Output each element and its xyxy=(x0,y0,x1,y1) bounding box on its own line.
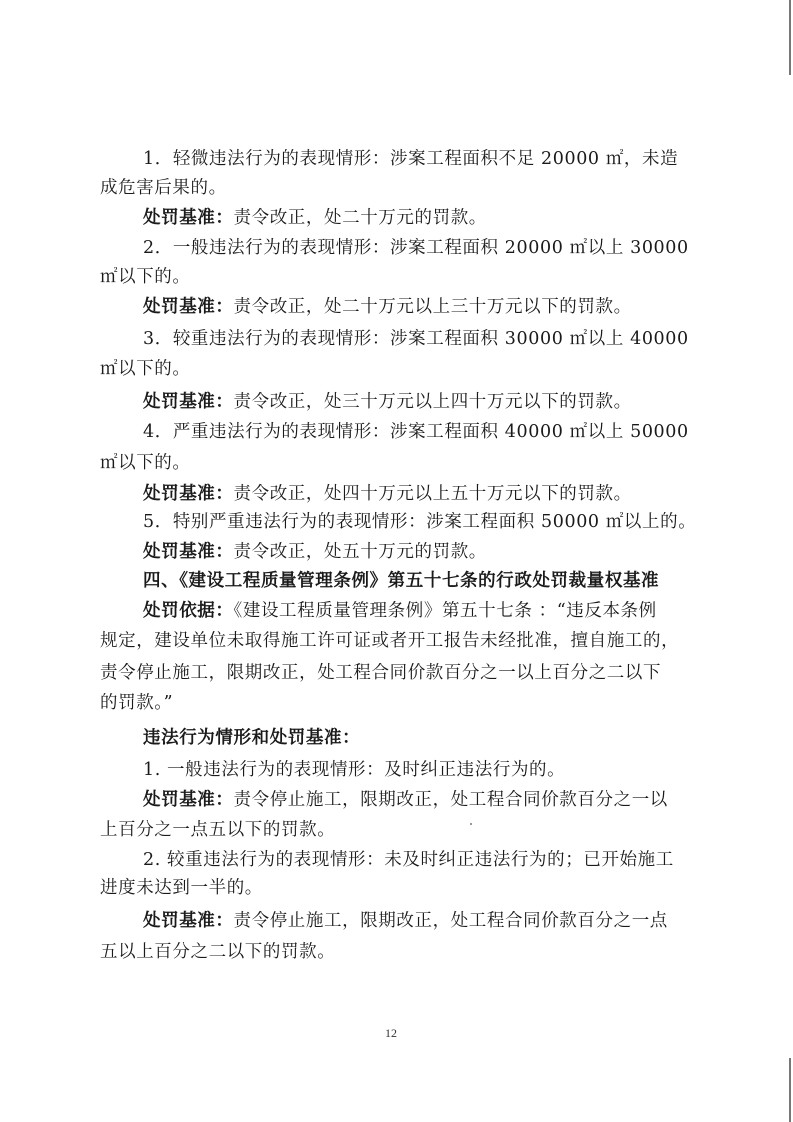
penalty-label: 处罚基准： xyxy=(143,392,234,412)
penalty-standard-5: 处罚基准：责令改正，处五十万元的罚款。 xyxy=(143,542,487,562)
penalty-label: 处罚基准： xyxy=(143,297,234,317)
page-number: 12 xyxy=(385,1026,397,1040)
section-heading: 四、《建设工程质量管理条例》第五十七条的行政处罚裁量权基准 xyxy=(143,571,660,591)
penalty-label: 处罚基准： xyxy=(143,790,234,810)
item-3-continuation: ㎡以下的。 xyxy=(100,359,191,379)
item-2-line: 2．一般违法行为的表现情形：涉案工程面积 20000 ㎡以上 30000 xyxy=(143,238,689,258)
item-1-line: 1．轻微违法行为的表现情形：涉案工程面积不足 20000 ㎡，未造 xyxy=(143,149,679,169)
basis-label: 处罚依据： xyxy=(143,601,234,621)
penalty-label: 处罚基准： xyxy=(143,911,234,931)
case-2-penalty-continuation: 五以上百分之二以下的罚款。 xyxy=(100,942,336,962)
case-1-penalty: 处罚基准：责令停止施工，限期改正，处工程合同价款百分之一以 xyxy=(143,790,668,810)
penalty-label: 处罚基准： xyxy=(143,484,234,504)
scan-edge-top xyxy=(789,0,791,75)
penalty-standard-2: 处罚基准：责令改正，处二十万元以上三十万元以下的罚款。 xyxy=(143,297,632,317)
item-4-continuation: ㎡以下的。 xyxy=(100,453,191,473)
scan-edge-bottom xyxy=(789,1058,791,1122)
item-3-line: 3．较重违法行为的表现情形：涉案工程面积 30000 ㎡以上 40000 xyxy=(143,329,689,349)
basis-continuation-1: 规定，建设单位未取得施工许可证或者开工报告未经批准，擅自施工的， xyxy=(100,631,680,651)
case-1-continuation: 上百分之一点五以下的罚款。 xyxy=(100,820,336,840)
basis-continuation-2: 责令停止施工，限期改正，处工程合同价款百分之一以上百分之二以下 xyxy=(100,663,662,683)
scan-speck xyxy=(470,823,472,825)
penalty-label: 处罚基准： xyxy=(143,542,234,562)
item-2-continuation: ㎡以下的。 xyxy=(100,267,191,287)
subheading: 违法行为情形和处罚基准： xyxy=(143,728,361,748)
case-2-continuation: 进度未达到一半的。 xyxy=(100,878,263,898)
case-2-line: 2. 较重违法行为的表现情形：未及时纠正违法行为的；已开始施工 xyxy=(143,850,674,870)
penalty-label: 处罚基准： xyxy=(143,208,234,228)
penalty-standard-1: 处罚基准：责令改正，处二十万元的罚款。 xyxy=(143,208,487,228)
penalty-standard-4: 处罚基准：责令改正，处四十万元以上五十万元以下的罚款。 xyxy=(143,484,632,504)
case-1-line: 1. 一般违法行为的表现情形：及时纠正违法行为的。 xyxy=(143,760,566,780)
item-5-line: 5．特别严重违法行为的表现情形：涉案工程面积 50000 ㎡以上的。 xyxy=(143,512,697,532)
penalty-basis: 处罚依据：《建设工程质量管理条例》第五十七条 ：“违反本条例 xyxy=(143,601,657,621)
basis-continuation-3: 的罚款。” xyxy=(100,693,174,713)
case-2-penalty: 处罚基准：责令停止施工，限期改正，处工程合同价款百分之一点 xyxy=(143,911,668,931)
item-4-line: 4．严重违法行为的表现情形：涉案工程面积 40000 ㎡以上 50000 xyxy=(143,422,689,442)
penalty-standard-3: 处罚基准：责令改正，处三十万元以上四十万元以下的罚款。 xyxy=(143,392,632,412)
item-1-continuation: 成危害后果的。 xyxy=(100,178,227,198)
